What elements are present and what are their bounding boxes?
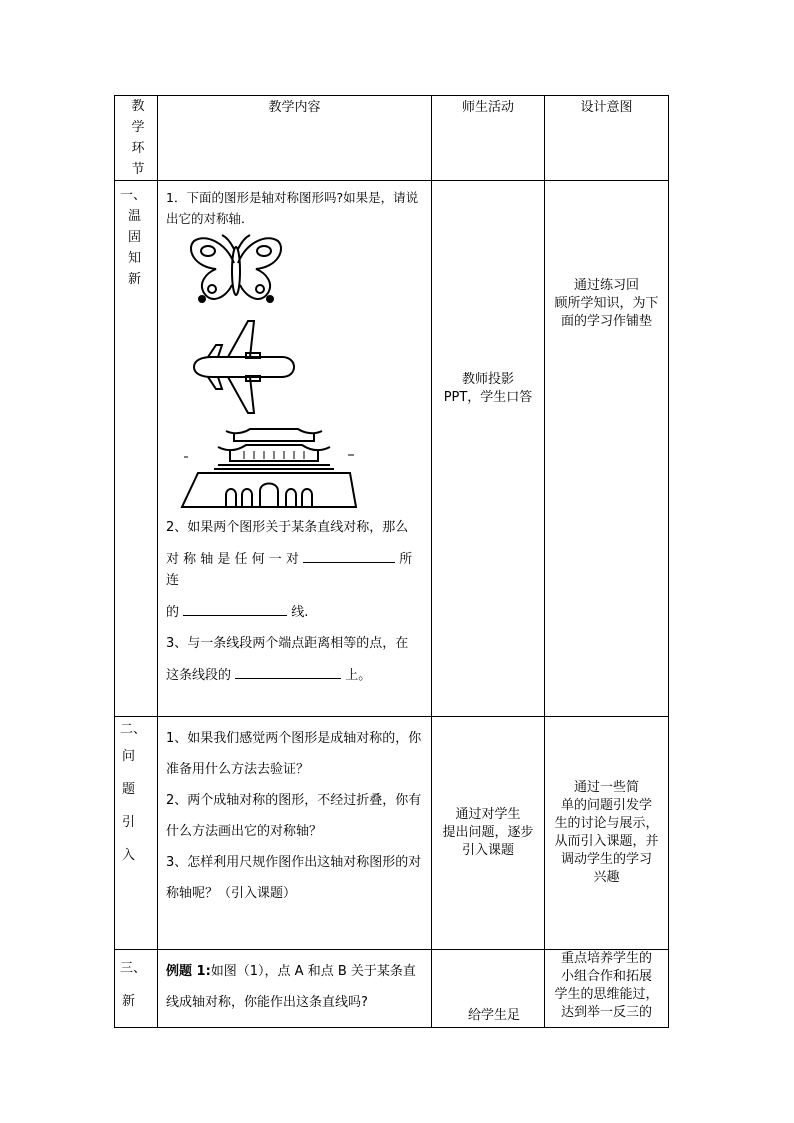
intent-cell: 通过练习回 顾所学知识，为下 面的学习作铺垫 xyxy=(545,181,669,717)
butterfly-figure xyxy=(186,233,286,313)
intent-cell: 通过一些简 单的问题引发学 生的讨论与展示， 从而引入课题，并 调动学生的学习 兴趣 xyxy=(545,717,669,950)
activity-cell: 通过对学生 提出问题，逐步 引入课题 xyxy=(432,717,545,950)
question-3: 3、与一条线段两个端点距离相等的点，在 xyxy=(166,636,409,651)
table-row xyxy=(115,950,669,1028)
stage-cell: 一、 温 固 知 新 xyxy=(115,181,158,717)
table-row xyxy=(115,717,669,950)
stage-cell: 二、 问 题 引 入 xyxy=(115,717,158,950)
activity-cell: 给学生足 xyxy=(432,950,545,1028)
lesson-plan-table xyxy=(114,95,669,1028)
example-1: 例题 1:如图（1），点 A 和点 B 关于某条直线成轴对称，你能作出这条直线吗? xyxy=(166,964,416,1010)
airplane-figure xyxy=(186,317,296,417)
header-activity: 师生活动 xyxy=(432,96,545,181)
content-cell: 1．下面的图形是轴对称图形吗?如果是，请说出它的对称轴． 2、如果两个图形关于某条直线对称，那么 对 称 轴 是 任 何 一 对 所连 的 线. 3、与一条线段两个端点距离相等的点，在 这条线段的 上。 xyxy=(158,181,432,717)
stage-cell: 三、 新 xyxy=(115,950,158,1028)
fill-blank[interactable] xyxy=(235,664,341,679)
fill-blank[interactable] xyxy=(183,601,287,616)
question-1: 1．下面的图形是轴对称图形吗?如果是，请说出它的对称轴． xyxy=(166,190,419,226)
header-stage: 教 学 环 节 xyxy=(115,96,158,181)
header-content: 教学内容 xyxy=(158,96,432,181)
question-3: 3、怎样利用尺规作图作出这轴对称图形的对称轴呢？（引入课题） xyxy=(166,855,422,901)
table-row xyxy=(115,181,669,717)
question-2: 2、两个成轴对称的图形，不经过折叠，你有什么方法画出它的对称轴？ xyxy=(166,793,422,839)
question-1: 1、如果我们感觉两个图形是成轴对称的，你准备用什么方法去验证？ xyxy=(166,731,422,777)
content-cell xyxy=(158,717,432,950)
tiananmen-figure xyxy=(174,421,364,511)
activity-cell: 教师投影 PPT，学生口答 xyxy=(432,181,545,717)
table-header-row xyxy=(115,96,669,181)
fill-blank[interactable] xyxy=(303,548,395,563)
question-2: 2、如果两个图形关于某条直线对称，那么 xyxy=(166,520,409,535)
content-cell xyxy=(158,950,432,1028)
intent-cell: 重点培养学生的 小组合作和拓展 学生的思维能过， 达到举一反三的 xyxy=(545,950,669,1028)
header-intent: 设计意图 xyxy=(545,96,669,181)
